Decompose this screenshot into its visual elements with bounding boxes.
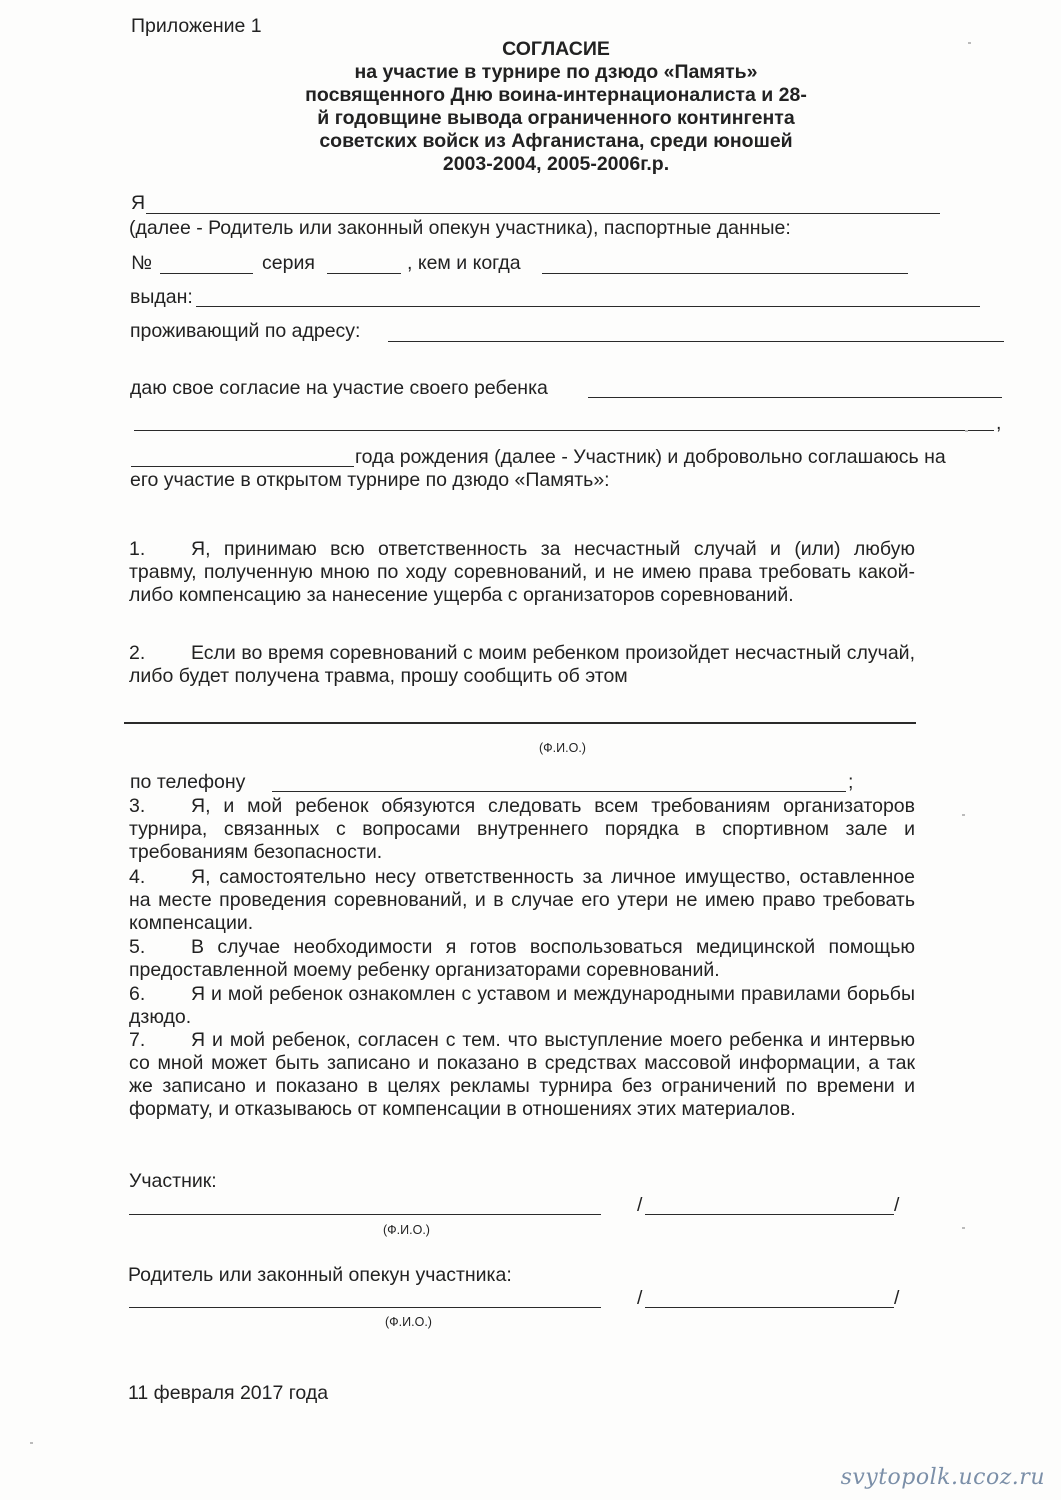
appendix-label: Приложение 1 <box>131 15 262 37</box>
passport-series-line[interactable] <box>327 273 401 274</box>
participant-signature-line[interactable] <box>645 1214 894 1215</box>
phone-line[interactable] <box>272 791 846 792</box>
fio-caption: (Ф.И.О.) <box>385 1315 432 1329</box>
parent-name-line[interactable] <box>146 213 940 214</box>
clause-text: Я, принимаю всю ответственность за несчастный случай и (или) любую травму, полученную мною по ходу соревнований, и не имею права требовать какой-либо компенсацию за нанесение ущерба с организаторов соревнований. <box>129 538 915 606</box>
slash: / <box>894 1194 900 1216</box>
scan-speck <box>968 42 971 44</box>
parent-signature-name-line[interactable] <box>129 1307 601 1308</box>
clause-number: 7. <box>129 1029 146 1051</box>
child-name-line[interactable] <box>588 397 1002 398</box>
parent-signature-line[interactable] <box>645 1307 894 1308</box>
fio-caption: (Ф.И.О.) <box>539 741 586 755</box>
slash: / <box>894 1287 900 1309</box>
comma: , <box>996 412 1002 434</box>
parent-label: Родитель или законный опекун участника: <box>128 1264 512 1286</box>
phone-label: по телефону <box>130 771 246 793</box>
title-line: советских войск из Афганистана, среди юношей <box>319 130 793 152</box>
title-line: посвященного Дню воина-интернационалиста и 28- <box>305 84 807 106</box>
phone-end: ; <box>848 771 854 793</box>
scan-speck <box>962 1227 965 1229</box>
passport-number-label: № <box>131 252 152 274</box>
clause-number: 6. <box>129 983 146 1005</box>
clause-6 <box>129 983 915 1029</box>
site-watermark: svytopolk.ucoz.ru <box>840 1465 1045 1490</box>
passport-number-line[interactable] <box>160 273 253 274</box>
clause-number: 3. <box>129 795 146 817</box>
title-line: на участие в турнире по дзюдо «Память» <box>354 61 758 83</box>
passport-series-label: серия <box>262 252 315 274</box>
document-title <box>200 38 912 176</box>
clause-text: Я, и мой ребенок обязуются следовать всем требованиям организаторов турнира, связанных с вопросами внутреннего порядка в спортивном зале и требованиям безопасности. <box>129 795 915 863</box>
slash: / <box>637 1287 643 1309</box>
clause-text: Я и мой ребенок, согласен с тем. что выступление моего ребенка и интервью со мной может быть записано и показано в средствах массовой информации, а так же записано и показано в целях рекламы турнира без ограничений по времени и формату, и отказываюсь от компенсации в отношениях этих материалов. <box>129 1029 915 1120</box>
clause-2 <box>129 642 915 688</box>
scan-speck <box>962 814 965 816</box>
ya-label: Я <box>131 192 146 214</box>
clause-number: 1. <box>129 538 146 560</box>
child-name-line-2[interactable] <box>134 430 994 431</box>
clause-text: Если во время соревнований с моим ребенком произойдет несчастный случай, либо будет получена травма, прошу сообщить об этом <box>129 642 915 687</box>
clause-1 <box>129 538 915 607</box>
clause-3 <box>129 795 915 864</box>
consent-child-label: даю свое согласие на участие своего ребенка <box>130 377 548 399</box>
document-date: 11 февраля 2017 года <box>128 1382 329 1404</box>
parent-note: (далее - Родитель или законный опекун участника), паспортные данные: <box>129 217 791 239</box>
scan-speck <box>965 430 968 432</box>
clause-5 <box>129 936 915 982</box>
issued-label: выдан: <box>130 286 193 308</box>
birth-year-text: года рождения (далее - Участник) и добровольно соглашаюсь на <box>355 446 946 468</box>
clause-7 <box>129 1029 915 1121</box>
address-label: проживающий по адресу: <box>130 320 361 342</box>
clause-4 <box>129 866 915 935</box>
clause-text: Я и мой ребенок ознакомлен с уставом и международными правилами борьбы дзюдо. <box>129 983 915 1028</box>
issued-by-when-label: , кем и когда <box>407 252 521 274</box>
clause-number: 5. <box>129 936 146 958</box>
participant-name-line[interactable] <box>129 1214 601 1215</box>
slash: / <box>637 1194 643 1216</box>
clause-number: 2. <box>129 642 146 664</box>
title-line: й годовщине вывода ограниченного контингента <box>317 107 795 129</box>
clause-text: Я, самостоятельно несу ответственность за личное имущество, оставленное на месте проведения соревнований, и в случае его утери не имею право требовать компенсации. <box>129 866 915 934</box>
title-line: 2003-2004, 2005-2006г.р. <box>442 153 670 175</box>
issued-by-when-line[interactable] <box>542 273 908 274</box>
scan-speck <box>30 1442 33 1444</box>
fio-caption: (Ф.И.О.) <box>383 1223 430 1237</box>
address-line[interactable] <box>388 341 1004 342</box>
clause-number: 4. <box>129 866 146 888</box>
birth-year-line[interactable] <box>131 466 354 467</box>
issued-line[interactable] <box>196 306 980 307</box>
clause-text: В случае необходимости я готов воспользоваться медицинской помощью предоставленной моему ребенку организаторами соревнований. <box>129 936 915 981</box>
participant-label: Участник: <box>129 1170 217 1192</box>
title-line: СОГЛАСИЕ <box>502 38 610 60</box>
participation-text: его участие в открытом турнире по дзюдо «Память»: <box>130 469 610 491</box>
contact-name-line[interactable] <box>124 722 916 724</box>
